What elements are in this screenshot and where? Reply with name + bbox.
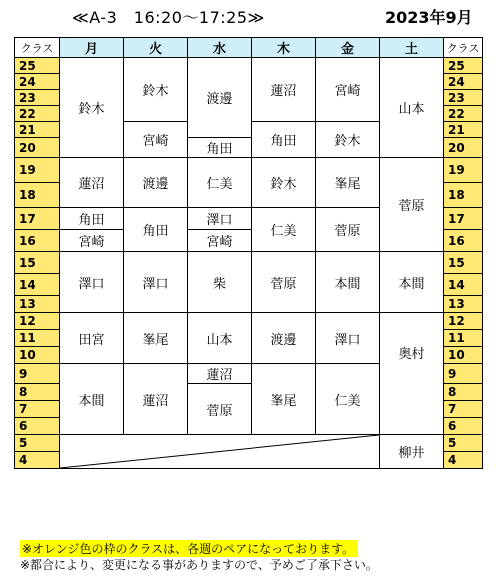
lesson-cell: 柳井 bbox=[380, 435, 444, 469]
lesson-cell: 山本 bbox=[188, 313, 252, 364]
class-header-right: クラス bbox=[444, 38, 483, 58]
class-label-right: 12 bbox=[444, 313, 483, 330]
class-label-left: 5 bbox=[15, 435, 60, 452]
lesson-cell: 奥村 bbox=[380, 313, 444, 435]
lesson-cell: 峯尾 bbox=[316, 158, 380, 208]
day-header-tue: 火 bbox=[124, 38, 188, 58]
note-changes: ※都合により、変更になる事がありますので、予めご了承下さい。 bbox=[20, 558, 378, 572]
lesson-cell: 仁美 bbox=[316, 364, 380, 435]
class-label-right: 8 bbox=[444, 384, 483, 401]
lesson-cell: 本間 bbox=[380, 252, 444, 313]
lesson-cell: 田宮 bbox=[60, 313, 124, 364]
class-label-left: 13 bbox=[15, 296, 60, 313]
lesson-cell: 峯尾 bbox=[124, 313, 188, 364]
lesson-cell: 澤口 bbox=[316, 313, 380, 364]
diagonal-line bbox=[60, 435, 379, 468]
class-label-right: 23 bbox=[444, 90, 483, 106]
class-label-left: 8 bbox=[15, 384, 60, 401]
class-label-left: 20 bbox=[15, 138, 60, 158]
class-label-left: 4 bbox=[15, 452, 60, 469]
empty-slot bbox=[60, 435, 380, 469]
class-label-right: 7 bbox=[444, 401, 483, 418]
lesson-cell: 渡邊 bbox=[252, 313, 316, 364]
lesson-cell: 菅原 bbox=[380, 158, 444, 252]
class-label-left: 22 bbox=[15, 106, 60, 122]
lesson-cell: 仁美 bbox=[188, 158, 252, 208]
class-label-left: 24 bbox=[15, 74, 60, 90]
lesson-cell: 澤口 bbox=[188, 208, 252, 230]
class-label-right: 18 bbox=[444, 183, 483, 208]
lesson-cell: 仁美 bbox=[252, 208, 316, 252]
lesson-cell: 角田 bbox=[188, 138, 252, 158]
class-label-right: 15 bbox=[444, 252, 483, 274]
lesson-cell: 宮崎 bbox=[316, 58, 380, 122]
class-label-right: 13 bbox=[444, 296, 483, 313]
lesson-cell: 本間 bbox=[316, 252, 380, 313]
lesson-cell: 柴 bbox=[188, 252, 252, 313]
day-header-wed: 水 bbox=[188, 38, 252, 58]
class-header-left: クラス bbox=[15, 38, 60, 58]
class-label-right: 6 bbox=[444, 418, 483, 435]
class-label-right: 9 bbox=[444, 364, 483, 384]
lesson-cell: 山本 bbox=[380, 58, 444, 158]
class-label-left: 23 bbox=[15, 90, 60, 106]
lesson-cell: 鈴木 bbox=[124, 58, 188, 122]
lesson-cell: 本間 bbox=[60, 364, 124, 435]
class-label-left: 11 bbox=[15, 330, 60, 347]
lesson-cell: 蓮沼 bbox=[252, 58, 316, 122]
day-header-sat: 土 bbox=[380, 38, 444, 58]
note-pairing: ※オレンジ色の枠のクラスは、各週のペアになっております。 bbox=[20, 540, 358, 557]
class-label-left: 25 bbox=[15, 58, 60, 74]
year-month: 2023年9月 bbox=[385, 8, 473, 27]
lesson-cell: 渡邊 bbox=[188, 58, 252, 138]
lesson-cell: 渡邊 bbox=[124, 158, 188, 208]
class-label-right: 11 bbox=[444, 330, 483, 347]
class-label-right: 25 bbox=[444, 58, 483, 74]
schedule-title: ≪A-3 16:20～17:25≫ bbox=[72, 8, 265, 27]
class-label-right: 17 bbox=[444, 208, 483, 230]
class-label-left: 9 bbox=[15, 364, 60, 384]
lesson-cell: 鈴木 bbox=[252, 158, 316, 208]
class-label-right: 21 bbox=[444, 122, 483, 138]
class-label-left: 17 bbox=[15, 208, 60, 230]
lesson-cell: 宮崎 bbox=[124, 122, 188, 158]
lesson-cell: 蓮沼 bbox=[60, 158, 124, 208]
class-label-left: 6 bbox=[15, 418, 60, 435]
lesson-cell: 菅原 bbox=[188, 384, 252, 435]
class-label-right: 20 bbox=[444, 138, 483, 158]
class-label-right: 14 bbox=[444, 274, 483, 296]
lesson-cell: 菅原 bbox=[252, 252, 316, 313]
day-header-thu: 木 bbox=[252, 38, 316, 58]
class-label-left: 7 bbox=[15, 401, 60, 418]
class-label-left: 12 bbox=[15, 313, 60, 330]
lesson-cell: 蓮沼 bbox=[188, 364, 252, 384]
class-label-right: 16 bbox=[444, 230, 483, 252]
class-label-right: 24 bbox=[444, 74, 483, 90]
lesson-cell: 澤口 bbox=[60, 252, 124, 313]
lesson-cell: 角田 bbox=[60, 208, 124, 230]
class-label-right: 4 bbox=[444, 452, 483, 469]
schedule-table bbox=[14, 37, 483, 469]
class-label-left: 16 bbox=[15, 230, 60, 252]
class-label-left: 18 bbox=[15, 183, 60, 208]
lesson-cell: 澤口 bbox=[124, 252, 188, 313]
class-label-left: 10 bbox=[15, 347, 60, 364]
lesson-cell: 角田 bbox=[124, 208, 188, 252]
class-label-left: 21 bbox=[15, 122, 60, 138]
lesson-cell: 鈴木 bbox=[60, 58, 124, 158]
class-label-right: 5 bbox=[444, 435, 483, 452]
day-header-fri: 金 bbox=[316, 38, 380, 58]
lesson-cell: 蓮沼 bbox=[124, 364, 188, 435]
lesson-cell: 宮崎 bbox=[188, 230, 252, 252]
lesson-cell: 宮崎 bbox=[60, 230, 124, 252]
class-label-right: 19 bbox=[444, 158, 483, 183]
class-label-left: 19 bbox=[15, 158, 60, 183]
day-header-mon: 月 bbox=[60, 38, 124, 58]
lesson-cell: 峯尾 bbox=[252, 364, 316, 435]
class-label-right: 22 bbox=[444, 106, 483, 122]
lesson-cell: 鈴木 bbox=[316, 122, 380, 158]
lesson-cell: 菅原 bbox=[316, 208, 380, 252]
lesson-cell: 角田 bbox=[252, 122, 316, 158]
class-label-left: 15 bbox=[15, 252, 60, 274]
class-label-left: 14 bbox=[15, 274, 60, 296]
class-label-right: 10 bbox=[444, 347, 483, 364]
